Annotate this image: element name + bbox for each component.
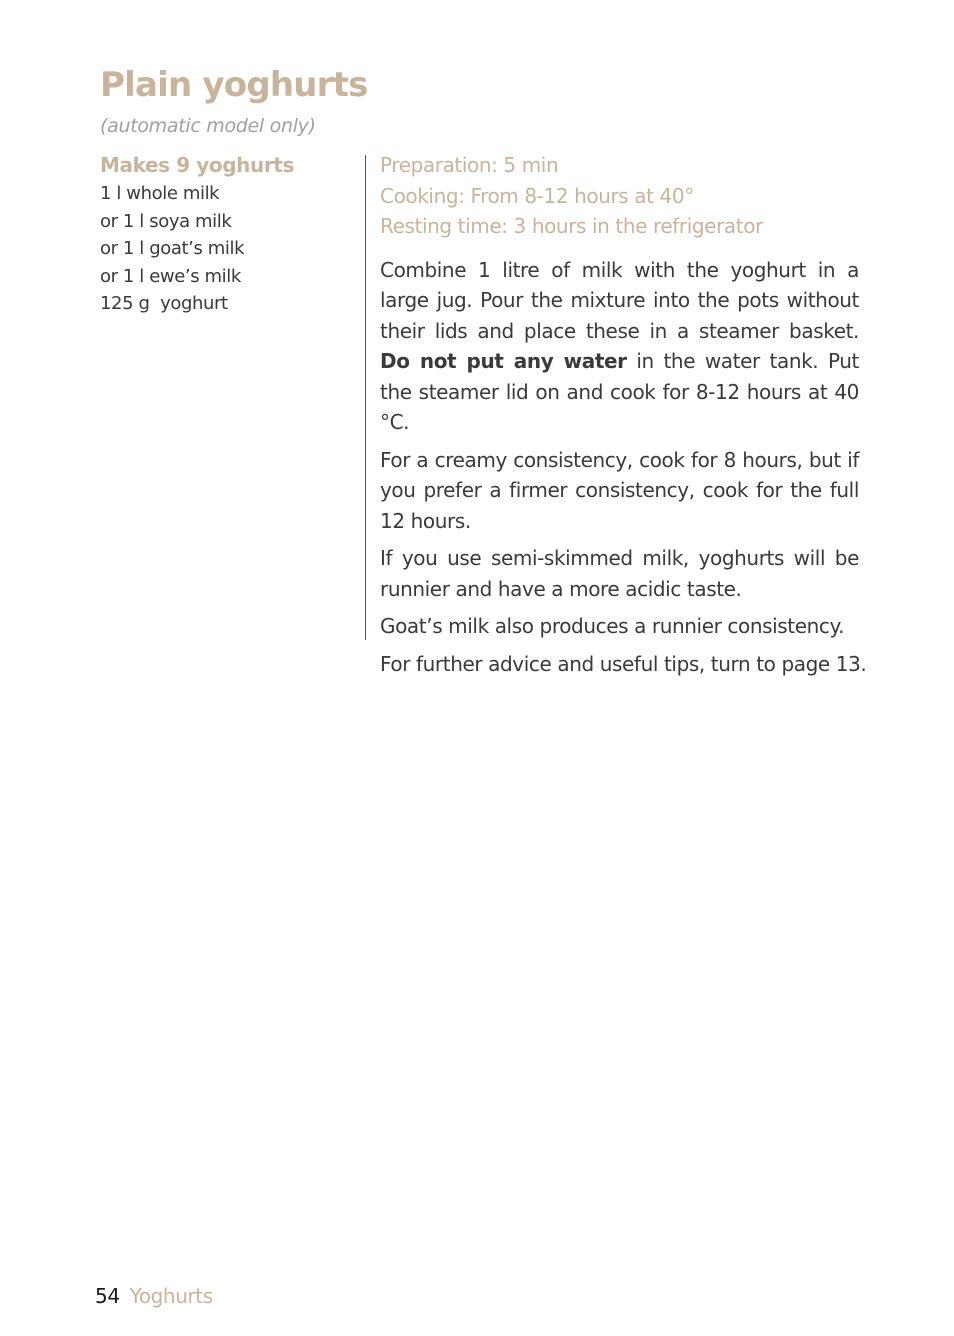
method-paragraph-3: If you use semi-skimmed milk, yoghurts will be runnier and have a more acidic taste. [380,546,859,601]
yield-heading: Makes 9 yoghurts [100,153,294,177]
resting-time: Resting time: 3 hours in the refrigerator [380,214,763,238]
method-paragraph-1 [380,255,859,438]
method-text: Combine 1 litre of milk with the yoghurt in a large jug. Pour the mixture into the pots without their lids and place these in a steamer basket. [380,257,859,343]
ingredient-item: or 1 l goat’s milk [100,238,245,259]
column-divider [365,155,366,640]
ingredient-item: 1 l whole milk [100,183,220,204]
method-column [380,150,867,686]
ingredients-column [100,150,350,318]
recipe-subtitle: (automatic model only) [100,115,316,137]
method-paragraph-5: For further advice and useful tips, turn to page 13. [380,651,867,676]
timings-block [380,150,859,242]
preparation-time: Preparation: 5 min [380,153,559,177]
cooking-time: Cooking: From 8-12 hours at 40° [380,183,694,208]
method-text: in the water tank. Put the steamer lid on and cook for 8-12 hours at 40 °C. [380,349,859,434]
method-paragraph-2: For a creamy consistency, cook for 8 hours, but if you prefer a firmer consistency, cook for the full 12 hours. [380,447,859,533]
ingredient-item: or 1 l soya milk [100,210,232,232]
ingredient-item: 125 g yoghurt [100,293,228,314]
page-footer [95,1281,213,1311]
section-name: Yoghurts [129,1284,213,1308]
method-paragraph-4: Goat’s milk also produces a runnier consistency. [380,614,845,638]
ingredient-item: or 1 l ewe’s milk [100,265,241,287]
page-number: 54 [95,1284,120,1308]
warning-text: Do not put any water [380,349,627,373]
recipe-title: Plain yoghurts [100,65,368,105]
